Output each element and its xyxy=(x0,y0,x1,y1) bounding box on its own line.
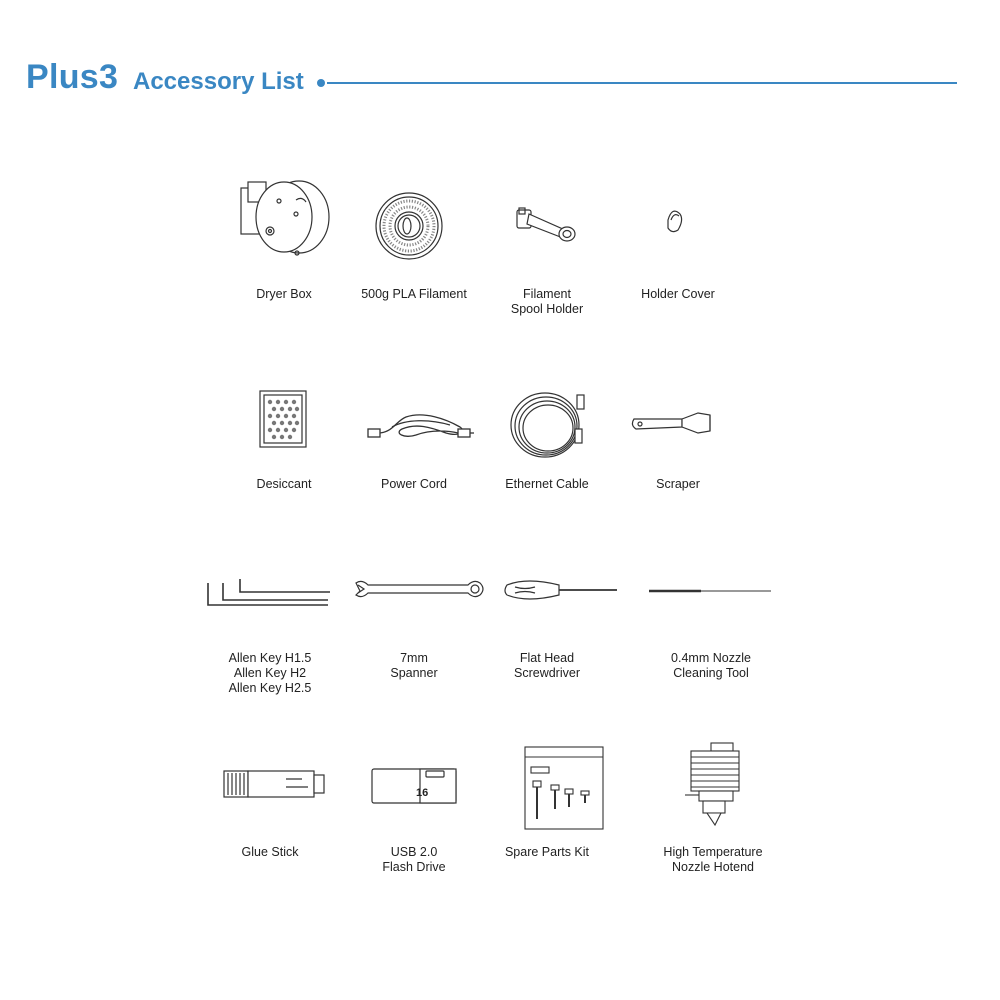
scraper-icon xyxy=(598,375,758,475)
accessory-label: Spare Parts Kit xyxy=(504,845,590,859)
accessory-label: Holder Cover xyxy=(641,287,715,301)
accessory-label: Flat Head Screwdriver xyxy=(514,651,580,680)
brand-title: Plus3 xyxy=(26,58,119,96)
accessory-label: 7mm Spanner xyxy=(390,651,438,680)
screwdriver-icon xyxy=(467,545,627,645)
page-header xyxy=(0,0,1000,120)
accessory-label: High Temperature Nozzle Hotend xyxy=(663,845,763,874)
allen-keys-icon xyxy=(190,545,350,645)
accessory-label: Dryer Box xyxy=(256,287,312,301)
nozzle-cleaning-tool-icon xyxy=(631,545,791,645)
glue-stick-icon xyxy=(190,735,350,835)
accessory-label: Ethernet Cable xyxy=(505,477,589,491)
page-title: Accessory List xyxy=(133,68,304,95)
accessory-label: Filament Spool Holder xyxy=(510,287,584,316)
accessory-label: 0.4mm Nozzle Cleaning Tool xyxy=(671,651,751,680)
accessory-label: USB 2.0 Flash Drive xyxy=(382,845,446,874)
header-rule-dot xyxy=(317,79,325,87)
accessory-label: Glue Stick xyxy=(241,845,299,859)
header-rule xyxy=(327,82,957,84)
accessory-label: Scraper xyxy=(656,477,700,491)
holder-cover-icon xyxy=(598,170,758,270)
hotend-icon xyxy=(633,735,793,835)
accessory-label: Allen Key H1.5 Allen Key H2 Allen Key H2.5 xyxy=(228,651,312,695)
accessory-label: Power Cord xyxy=(381,477,447,491)
usb-capacity-text: 16 xyxy=(416,787,429,799)
spare-parts-kit-icon xyxy=(467,735,627,835)
accessory-label: 500g PLA Filament xyxy=(361,287,467,301)
accessory-label: Desiccant xyxy=(256,477,312,491)
